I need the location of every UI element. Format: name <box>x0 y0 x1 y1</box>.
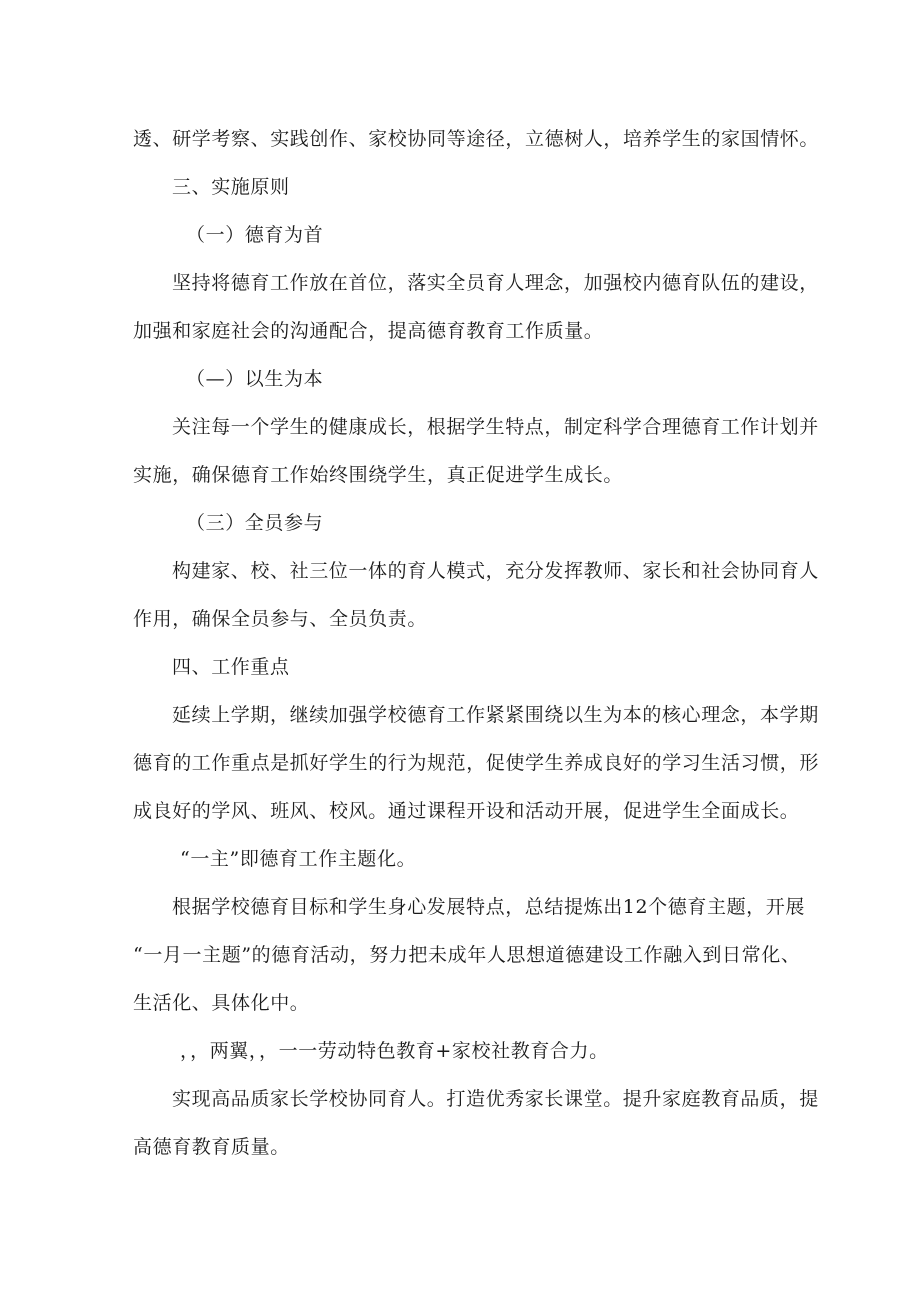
subsection-heading: ，，两翼，，一一劳动特色教育+家校社教育合力。 <box>180 1040 609 1062</box>
section-heading: 三、实施原则 <box>172 176 290 198</box>
paragraph-line: 德育的工作重点是抓好学生的行为规范，促使学生养成良好的学习生活习惯，形 <box>133 752 820 774</box>
subsection-heading: “一主”即德育工作主题化。 <box>180 848 417 870</box>
paragraph-line: 延续上学期，继续加强学校德育工作紧紧围绕以生为本的核心理念，本学期 <box>172 704 819 726</box>
paragraph-line: 高德育教育质量。 <box>133 1136 290 1158</box>
subsection-heading: （三）全员参与 <box>186 512 324 534</box>
paragraph-line: “一月一主题”的德育活动，努力把未成年人思想道德建设工作融入到日常化、 <box>133 944 801 966</box>
paragraph-line: 实施，确保德育工作始终围绕学生，真正促进学生成长。 <box>133 464 624 486</box>
subsection-heading: （—）以生为本 <box>186 368 324 390</box>
subsection-heading: （一）德育为首 <box>186 224 324 246</box>
paragraph-line: 加强和家庭社会的沟通配合，提高德育教育工作质量。 <box>133 320 604 342</box>
paragraph-line: 作用，确保全员参与、全员负责。 <box>133 608 428 630</box>
paragraph-line: 关注每一个学生的健康成长，根据学生特点，制定科学合理德育工作计划并 <box>172 416 819 438</box>
paragraph-line: 坚持将德育工作放在首位，落实全员育人理念，加强校内德育队伍的建设， <box>172 272 819 294</box>
paragraph-line: 生活化、具体化中。 <box>133 992 310 1014</box>
paragraph-line: 根据学校德育目标和学生身心发展特点，总结提炼出12个德育主题，开展 <box>172 896 805 918</box>
paragraph-line: 实现高品质家长学校协同育人。打造优秀家长课堂。提升家庭教育品质，提 <box>172 1088 819 1110</box>
paragraph-line: 成良好的学风、班风、校风。通过课程开设和活动开展，促进学生全面成长。 <box>133 800 800 822</box>
section-heading: 四、工作重点 <box>172 656 290 678</box>
paragraph-line: 透、研学考察、实践创作、家校协同等途径，立德树人，培养学生的家国情怀。 <box>133 128 820 150</box>
paragraph-line: 构建家、校、社三位一体的育人模式，充分发挥教师、家长和社会协同育人 <box>172 560 819 582</box>
